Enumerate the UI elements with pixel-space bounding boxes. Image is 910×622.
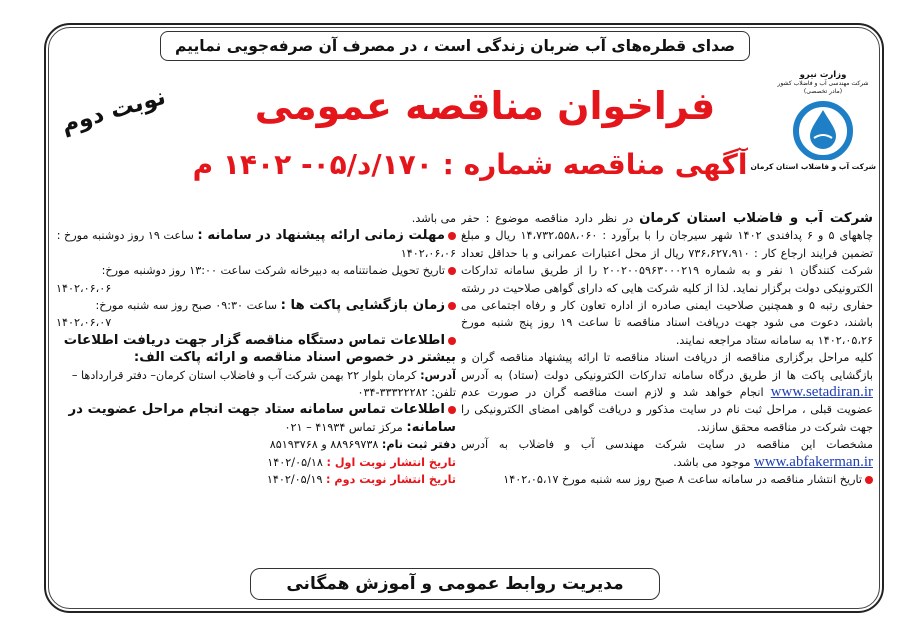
- second-pub-label: تاریخ انتشار نوبت دوم :: [326, 473, 456, 487]
- opening-item: [56, 297, 456, 314]
- first-pub-label: تاریخ انتشار نوبت اول :: [326, 455, 456, 469]
- water-drop-logo-icon: [788, 98, 858, 160]
- procedure-text: کلیه مراحل برگزاری مناقصه از دریافت اسناد مناقصه تا ارائه پیشنهاد مناقصه گران و بازگشایی پاکت ها از طریق درگاه سامانه تدارکات الکترونیکی دولت (ستاد) به آدرس: [461, 351, 873, 382]
- guarantee-item: [56, 262, 456, 279]
- ministry-name: وزارت نیرو: [799, 70, 847, 80]
- publish-note: [461, 471, 873, 488]
- opening-value: ساعت ۰۹:۳۰ صبح روز سه شنبه مورخ:: [95, 299, 278, 313]
- registry-value: ۸۸۹۶۹۷۳۸ و ۸۵۱۹۳۷۶۸: [269, 438, 379, 452]
- slogan-banner: [160, 31, 750, 61]
- right-column: [461, 210, 873, 562]
- bullet-icon: [448, 302, 456, 310]
- address-label: آدرس:: [420, 368, 456, 382]
- opening-date: ۱۴۰۲،۰۶،۰۷: [56, 316, 112, 330]
- guarantee-label: تاریخ تحویل ضمانتنامه به دبیرخانه شرکت ساعت ۱۳:۰۰ روز دوشنبه مورخ:: [101, 264, 445, 278]
- deadline-item: [56, 227, 456, 262]
- first-publication: [56, 454, 456, 471]
- guarantee-date: ۱۴۰۲،۰۶،۰۶: [56, 281, 112, 295]
- setad-contact-item: [56, 401, 456, 436]
- registry-label: دفتر ثبت نام:: [381, 438, 456, 452]
- setad-center: مرکز تماس ۴۱۹۳۴ – ۰۲۱: [284, 420, 403, 434]
- signature-banner: [250, 568, 660, 600]
- bullet-icon: [448, 267, 456, 275]
- setad-link[interactable]: www.setadiran.ir: [770, 384, 873, 401]
- left-column: [56, 210, 456, 562]
- specs-paragraph: [461, 436, 873, 471]
- procedure-text-2: انجام خواهد شد و لازم است مناقصه گران در صورت عدم عضویت قبلی ، مراحل ثبت نام در سایت مذکور و دریافت گواهی امضای الکترونیکی را جهت شرکت در مناقصه محقق سازند.: [461, 386, 873, 434]
- procedure-paragraph: [461, 349, 873, 436]
- address-item: [56, 367, 456, 402]
- bullet-icon: [448, 337, 456, 345]
- specs-text-2: موجود می باشد.: [673, 455, 751, 469]
- opening-label: زمان بازگشایی پاکت ها :: [280, 298, 445, 314]
- abfa-link[interactable]: www.abfakerman.ir: [754, 453, 873, 470]
- deadline-label: مهلت زمانی ارائه پیشنهاد در سامانه :: [197, 228, 445, 244]
- ministry-subtitle: شرکت مهندسی آب و فاضلاب کشور: [777, 80, 869, 88]
- bullet-icon: [448, 232, 456, 240]
- bullet-icon: [865, 476, 873, 484]
- address-value: کرمان بلوار ۲۲ بهمن شرکت آب و فاضلاب استان کرمان– دفتر قراردادها – تلفن: ۳۳۳۲۲۲۸۲-۰۳۴: [71, 368, 456, 400]
- page-title: فراخوان مناقصه عمومی: [254, 84, 716, 128]
- second-pub-date: ۱۴۰۲/۰۵/۱۹: [266, 473, 323, 487]
- contact-heading: اطلاعات تماس دستگاه مناقصه گزار جهت دریافت اطلاعات بیشتر در خصوص اسناد مناقصه و ارائه پاکت الف:: [63, 332, 456, 366]
- intro-paragraph: [461, 210, 873, 349]
- round-badge: نوبت دوم: [58, 83, 169, 139]
- continuation-text: می باشد.: [411, 212, 456, 225]
- company-name: شرکت آب و فاضلاب استان کرمان: [639, 211, 873, 226]
- bullet-icon: [448, 406, 456, 414]
- ministry-subtitle-2: (مادر تخصصی): [803, 87, 843, 95]
- slogan-text: صدای قطره‌های آب ضربان زندگی است ، در مصرف آن صرفه‌جویی نماییم: [174, 37, 736, 55]
- deadline-value: ساعت ۱۹ روز دوشنبه مورخ : ۱۴۰۲،۰۶،۰۶: [56, 229, 456, 260]
- registry-item: [56, 436, 456, 453]
- intro-text: در نظر دارد مناقصه موضوع : حفر چاههای ۵ و ۶ پدافندی ۱۴۰۲ شهر سیرجان را با برآورد : ۱۴،۷۳۲،۵۵۸،۰۶۰ ریال و مبلغ تضمین فرایند ارجاع کار : ۷۳۶،۶۲۷،۹۱۰ ریال از محل اعتبارات عمرانی و با حداقل تعداد شرکت کنندگان ۱ نفر و به شماره ۲۰۰۲۰۰۵۹۶۳۰۰۰۲۱۹ را از طریق سامانه تدارکات الکترونیکی دولت برگزار نماید. لذا از کلیه شرکت هایی که دارای گواهی صلاحیت در رشته حفاری رتبه ۵ و همچنین صلاحیت ایمنی صادره از اداره تعاون کار و رفاه اجتماعی می باشند، دعوت می شود جهت دریافت اسناد مناقصه تا ساعت ۱۹ روز پنج شنبه مورخ ۱۴۰۲،۰۵،۲۶ به سامانه ستاد مراجعه نمایند.: [461, 212, 873, 347]
- first-pub-date: ۱۴۰۲/۰۵/۱۸: [267, 455, 323, 469]
- setad-contact-heading: اطلاعات تماس سامانه ستاد جهت انجام مراحل عضویت در سامانه:: [68, 402, 456, 435]
- tender-number: آگهی مناقصه شماره : ۱۷۰/د/۰۵- ۱۴۰۲ م: [192, 148, 748, 181]
- second-publication: [56, 471, 456, 488]
- company-logo-name: شرکت آب و فاضلاب استان کرمان: [750, 162, 876, 172]
- contact-item: [56, 332, 456, 367]
- logo-block: [750, 70, 876, 194]
- signature-text: مدیریت روابط عمومی و آموزش همگانی: [286, 574, 624, 594]
- specs-text: مشخصات این مناقصه در سایت شرکت مهندسی آب و فاضلاب به آدرس: [461, 438, 873, 452]
- publish-note-text: تاریخ انتشار مناقصه در سامانه ساعت ۸ صبح روز سه شنبه مورخ ۱۴۰۲،۰۵،۱۷: [503, 473, 862, 487]
